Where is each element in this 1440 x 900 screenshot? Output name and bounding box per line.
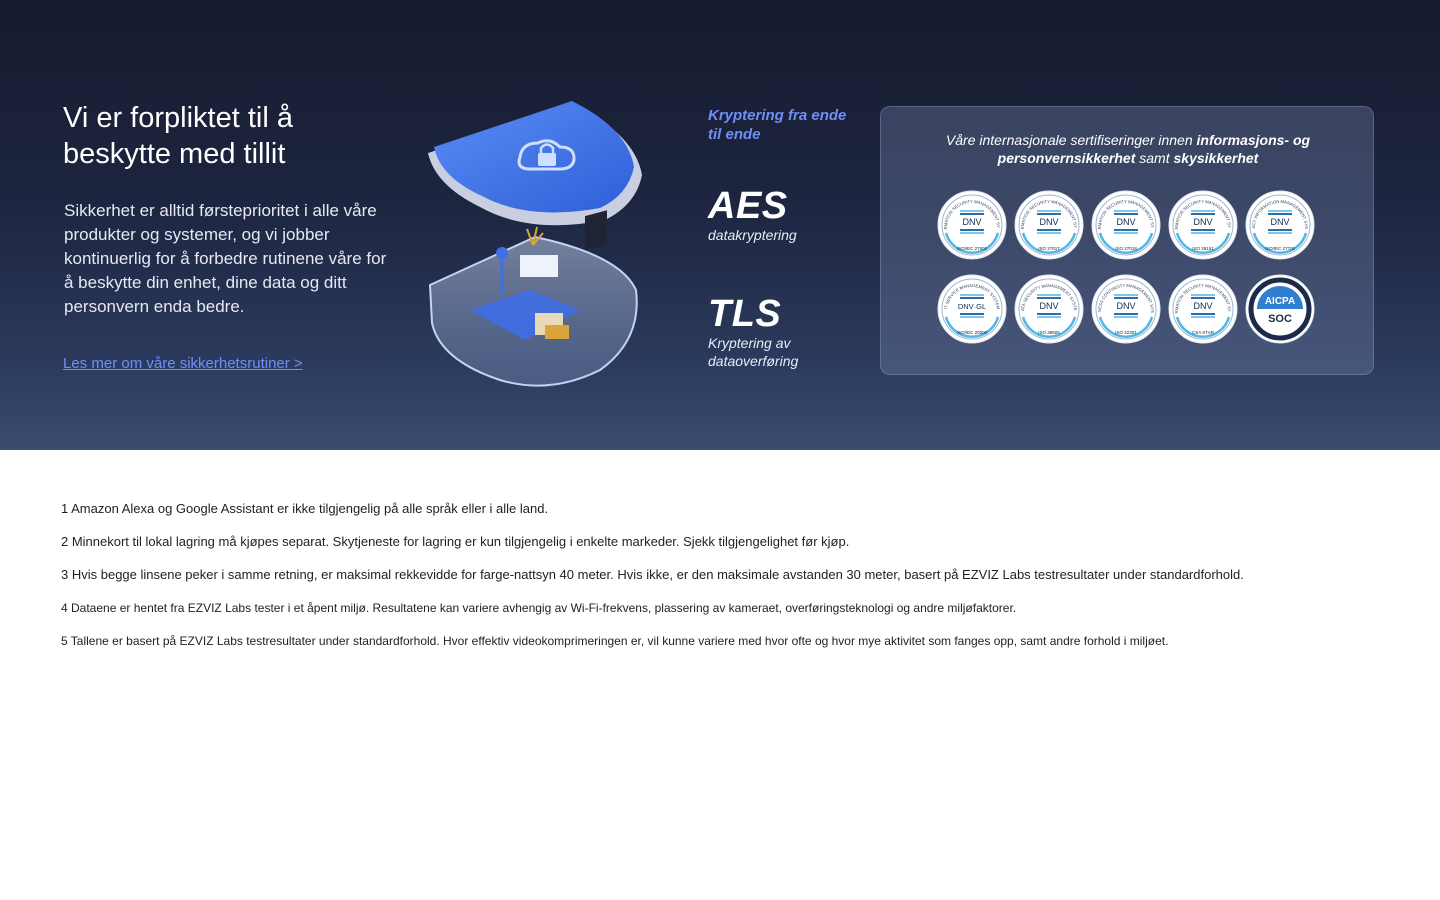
- security-practices-link[interactable]: Les mer om våre sikkerhetsrutiner >: [63, 355, 303, 372]
- hero-description: Sikkerhet er alltid førsteprioritet i alle våre produkter og systemer, og vi jobber kontinuerlig for å forbedre rutinene våre for å beskytte din enhet, dine data og ditt personvern enda bedre.: [64, 201, 387, 316]
- badge-standard: ISO 29151: [1192, 246, 1214, 251]
- badge-brand: DNV: [962, 217, 982, 227]
- intro-bold-2: skysikkerhet: [1173, 150, 1259, 166]
- badge-brand: DNV: [1039, 217, 1059, 227]
- footnote-5: 5 Tallene er basert på EZVIZ Labs testresultater under standardforhold. Hvor effektiv videokomprimeringen er, vil kunne variere med hvor ofte og hvor mye aktivitet som fanges opp, samt andre forhold i miljøet.: [61, 634, 1169, 648]
- aes-description: datakryptering: [708, 227, 797, 243]
- badge-ring-text: ACY INFORMATION MANAGEMENT SYS: [1250, 198, 1310, 230]
- badge-ring-text: ATA SECURITY MANAGEMENT SYSTE: [1019, 282, 1078, 312]
- footnote-3: 3 Hvis begge linsene peker i samme retning, er maksimal rekkevidde for farge-nattsyn 40 meter. Hvis ikke, er den maksimale avstanden 30 meter, basert på EZVIZ Labs testresultater under standardforhold.: [61, 567, 1244, 582]
- intro-bold-1: informasjons- og personvernsikkerhet: [997, 132, 1311, 166]
- intro-text-1: Våre internasjonale sertifiseringer innen: [945, 132, 1197, 148]
- intro-text-2: samt: [1135, 150, 1174, 166]
- badge-standard: ISO 27018: [1115, 246, 1137, 251]
- hero-title: Vi er forpliktet til å beskytte med tillit: [63, 102, 293, 170]
- badge-brand: DNV·GL: [957, 302, 987, 311]
- badge-ring-text: RMATION SECURITY MANAGEMENT SY: [1173, 282, 1233, 314]
- certification-badges: [937, 190, 1321, 344]
- footnote-4: 4 Dataene er hentet fra EZVIZ Labs tester i et åpent miljø. Resultatene kan variere avhengig av Wi-Fi-frekvens, plassering av kameraet, overføringsteknologi og andre miljøfaktorer.: [61, 601, 1017, 615]
- badge-brand: AICPA: [1264, 296, 1296, 307]
- certification-badge: [1091, 274, 1161, 344]
- certification-intro: [921, 131, 1335, 167]
- badge-ring-text: RMATION SECURITY MANAGEMENT SY: [942, 198, 1002, 230]
- certification-badge: [1014, 274, 1084, 344]
- shield-illustration: [410, 95, 660, 395]
- badge-standard: CSA STAR: [1192, 330, 1214, 335]
- footnote-2: 2 Minnekort til lokal lagring må kjøpes separat. Skytjeneste for lagring er kun tilgjengelig i enkelte markeder. Sjekk tilgjengelighet før kjøp.: [61, 534, 850, 549]
- certification-badge: [1091, 190, 1161, 260]
- badge-ring-text: RMATION SECURITY MANAGEMENT SY: [1173, 198, 1233, 230]
- aes-block: [708, 186, 797, 244]
- certification-badge: [1168, 274, 1238, 344]
- badge-brand: DNV: [1193, 217, 1213, 227]
- badge-standard: SOC: [1268, 313, 1292, 325]
- aes-title: AES: [708, 185, 788, 227]
- badge-brand: DNV: [1270, 217, 1290, 227]
- badge-standard: ISO/IEC 20000: [956, 330, 988, 335]
- certification-panel: [880, 106, 1374, 375]
- badge-brand: DNV: [1116, 217, 1136, 227]
- badge-ring-text: IT SERVICE MANAGEMENT SYSTEM: [943, 282, 1001, 310]
- tls-title: TLS: [708, 293, 782, 335]
- certification-badge: [1245, 190, 1315, 260]
- badge-brand: DNV: [1193, 301, 1213, 311]
- certification-badge: [937, 190, 1007, 260]
- footnote-1: 1 Amazon Alexa og Google Assistant er ikke tilgjengelig på alle språk eller i alle land.: [61, 501, 549, 516]
- certification-badge: [937, 274, 1007, 344]
- certification-badge: [1168, 190, 1238, 260]
- badge-standard: ISO 27017: [1038, 246, 1060, 251]
- badge-standard: ISO/IEC 27701: [1264, 246, 1296, 251]
- badge-brand: DNV: [1039, 301, 1059, 311]
- footnotes: [61, 500, 1381, 665]
- badge-standard: ISO/IEC 27001: [956, 246, 988, 251]
- badge-standard: ISO 22301: [1115, 330, 1137, 335]
- certification-badge: [1014, 190, 1084, 260]
- certification-badge: [1245, 274, 1315, 344]
- badge-ring-text: NESS CONTINUITY MANAGEMENT SYS: [1096, 282, 1156, 313]
- badge-ring-text: RMATION SECURITY MANAGEMENT SY: [1019, 198, 1079, 230]
- badge-brand: DNV: [1116, 301, 1136, 311]
- badge-ring-text: RMATION SECURITY MANAGEMENT SY: [1096, 198, 1156, 230]
- badge-standard: ISO 38505: [1038, 330, 1060, 335]
- end-to-end-encryption-label: Kryptering fra ende til ende: [708, 107, 847, 143]
- tls-block: [708, 294, 848, 370]
- tls-description: Kryptering av dataoverføring: [708, 335, 799, 369]
